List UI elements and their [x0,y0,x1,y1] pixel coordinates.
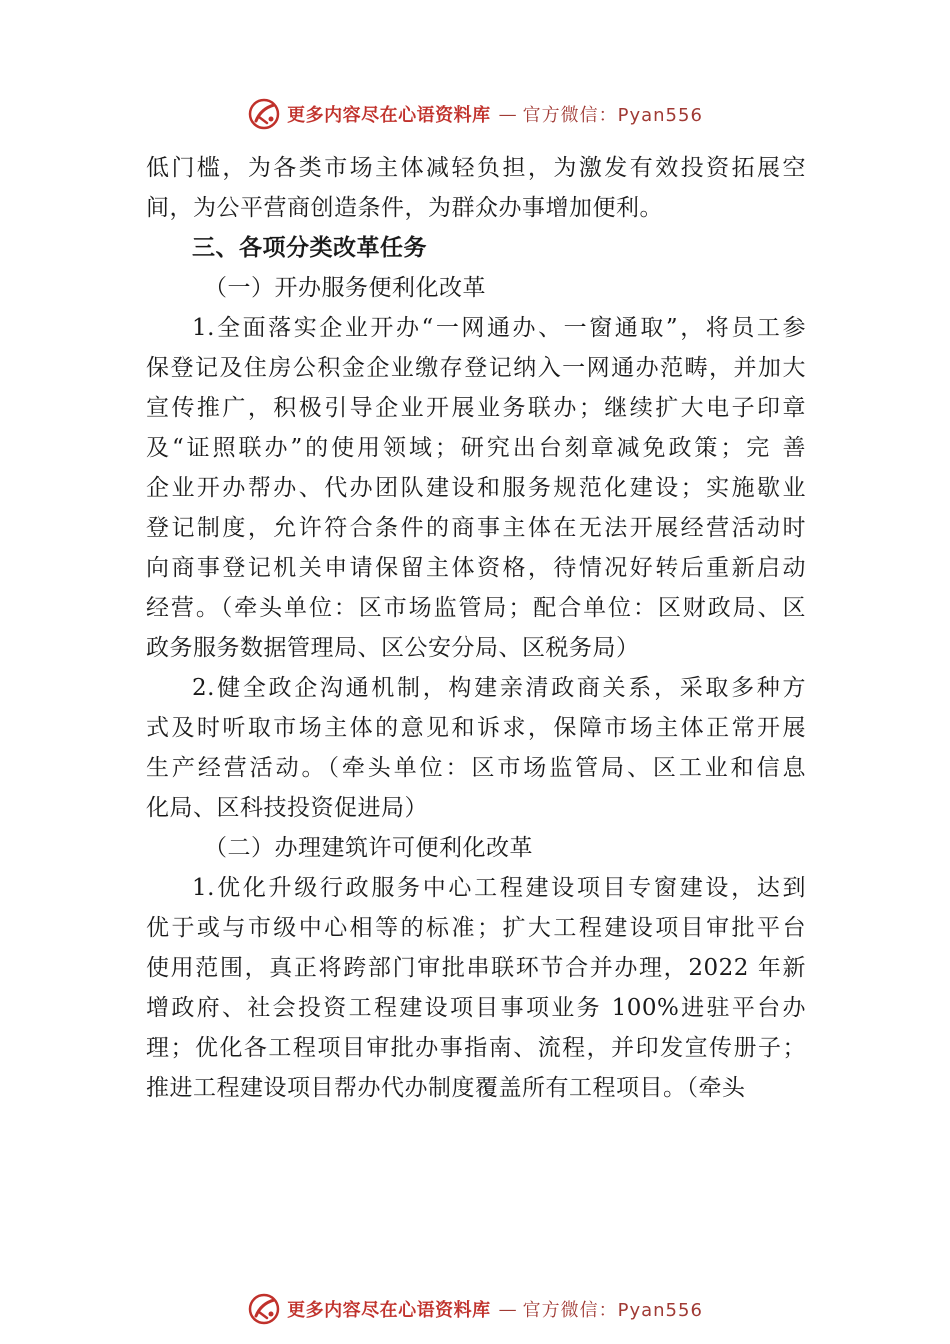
brand-logo-icon [247,97,281,131]
subsection-heading: （二）办理建筑许可便利化改革 [204,835,533,861]
paragraph-line: 1.优化升级行政服务中心工程建设项目专窗建设，达到 [192,875,806,901]
subsection-heading: （一）开办服务便利化改革 [204,275,486,301]
footer-banner [0,1291,950,1327]
paragraph-line: 向商事登记机关申请保留主体资格，待情况好转后重新启动 [146,555,806,581]
paragraph-line: 低门槛，为各类市场主体减轻负担，为激发有效投资拓展空 [146,155,806,181]
section-heading: 三、各项分类改革任务 [192,235,427,261]
banner-contact-text: 官方微信：Pyan556 [522,105,703,126]
banner-separator: — [498,1298,517,1320]
paragraph-line: 企业开办帮办、代办团队建设和服务规范化建设；实施歇业 [146,475,806,501]
brand-logo-icon [247,1292,281,1326]
paragraph-line: 保登记及住房公积金企业缴存登记纳入一网通办范畴，并加大 [146,355,806,381]
banner-separator: — [498,103,517,125]
paragraph-line: 优于或与市级中心相等的标准；扩大工程建设项目审批平台 [146,915,806,941]
paragraph-line: 间，为公平营商创造条件，为群众办事增加便利。 [146,195,663,221]
paragraph-line: 登记制度，允许符合条件的商事主体在无法开展经营活动时 [146,515,806,541]
paragraph-line: 及“证照联办”的使用领域；研究出台刻章减免政策；完 善 [146,435,806,461]
paragraph-line: 理；优化各工程项目审批办事指南、流程，并印发宣传册子； [146,1035,806,1061]
paragraph-line: 增政府、社会投资工程建设项目事项业务 100%进驻平台办 [146,995,806,1021]
paragraph-line: 推进工程建设项目帮办代办制度覆盖所有工程项目。（牵头 [146,1075,746,1101]
paragraph-line: 政务服务数据管理局、区公安分局、区税务局） [146,635,640,661]
paragraph-line: 化局、区科技投资促进局） [146,795,428,821]
paragraph-line: 式及时听取市场主体的意见和诉求，保障市场主体正常开展 [146,715,806,741]
header-banner [0,96,950,132]
banner-brand-text: 更多内容尽在心语资料库 [287,1300,491,1321]
paragraph-line: 宣传推广，积极引导企业开展业务联办；继续扩大电子印章 [146,395,806,421]
paragraph-line: 1.全面落实企业开办“一网通办、一窗通取”，将员工参 [192,315,806,341]
banner-contact-text: 官方微信：Pyan556 [522,1300,703,1321]
paragraph-line: 生产经营活动。（牵头单位：区市场监管局、区工业和信息 [146,755,806,781]
paragraph-line: 经营。（牵头单位：区市场监管局；配合单位：区财政局、区 [146,595,806,621]
document-body [146,148,806,1108]
banner-brand-text: 更多内容尽在心语资料库 [287,105,491,126]
paragraph-line: 2.健全政企沟通机制，构建亲清政商关系，采取多种方 [192,675,806,701]
paragraph-line: 使用范围，真正将跨部门审批串联环节合并办理，2022 年新 [146,955,806,981]
